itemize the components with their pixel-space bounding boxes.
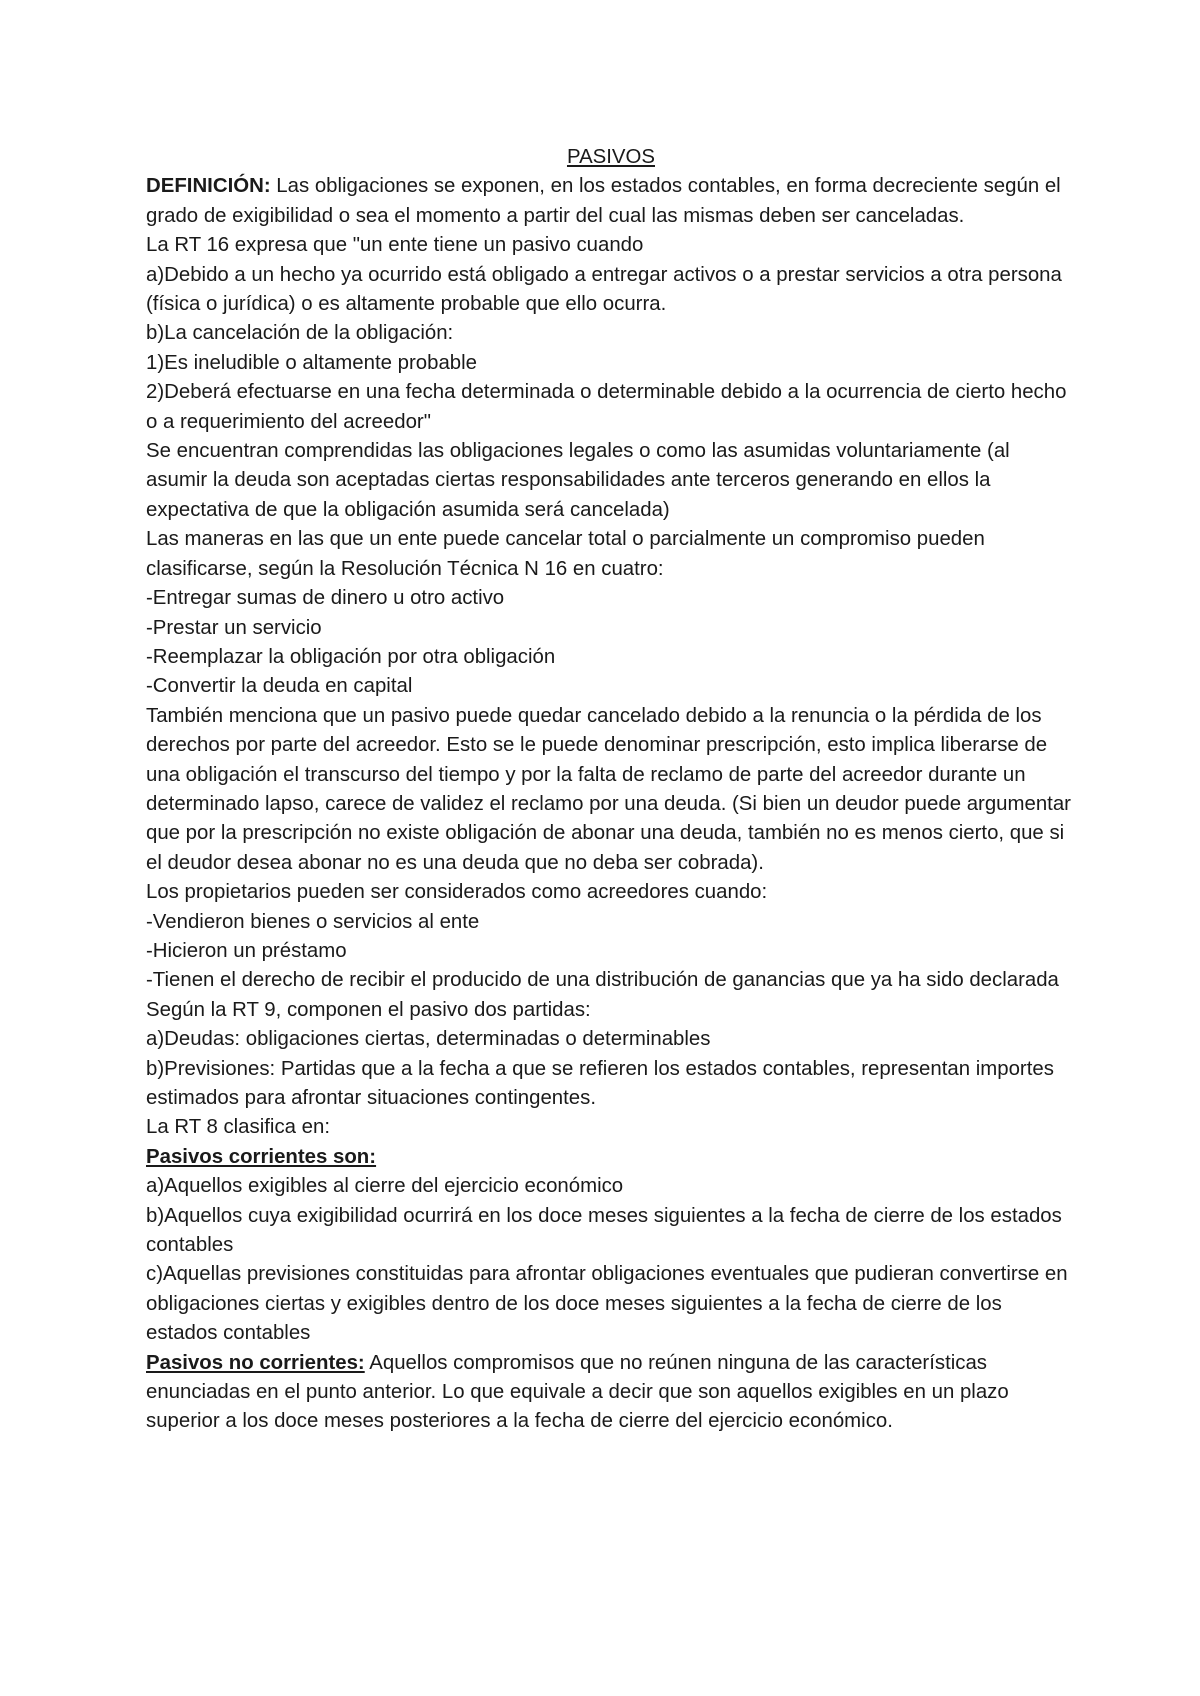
document-body (146, 143, 1076, 1437)
list-item: -Prestar un servicio (146, 616, 322, 639)
rt9-item-b: b)Previsiones: Partidas que a la fecha a que se refieren los estados contables, representan importes estimados para afrontar situaciones contingentes. (146, 1057, 1054, 1109)
prescription-paragraph: También menciona que un pasivo puede quedar cancelado debido a la renuncia o la pérdida de los derechos por parte del acreedor. Esto se le puede denominar prescripción, esto implica liberarse de una obligación el transcurso del tiempo y por la falta de reclamo de parte del acreedor durante un determinado lapso, carece de validez el reclamo por una deuda. (Si bien un deudor puede argumentar que por la prescripción no existe obligación de abonar una deuda, también no es menos cierto, que si el deudor desea abonar no es una deuda que no deba ser cobrada). (146, 704, 1071, 874)
page-title: PASIVOS (566, 146, 655, 168)
noncurrent-paragraph (146, 1349, 1076, 1437)
rt16-item-b2: 2)Deberá efectuarse en una fecha determinada o determinable debido a la ocurrencia de cierto hecho o a requerimiento del acreedor" (146, 381, 1067, 433)
definition-label: DEFINICIÓN: (146, 175, 271, 198)
current-liabilities-heading: Pasivos corrientes son: (146, 1145, 377, 1168)
list-item: -Reemplazar la obligación por otra obligación (146, 645, 556, 668)
rt16-intro: La RT 16 expresa que "un ente tiene un pasivo cuando (146, 234, 644, 257)
definition-text: Las obligaciones se exponen, en los estados contables, en forma decreciente según el grado de exigibilidad o sea el momento a partir del cual las mismas deben ser canceladas. (146, 175, 1061, 227)
owners-intro: Los propietarios pueden ser considerados como acreedores cuando: (146, 881, 768, 904)
list-item: -Tienen el derecho de recibir el producido de una distribución de ganancias que ya ha sido declarada (146, 969, 1059, 992)
list-item: -Vendieron bienes o servicios al ente (146, 910, 480, 933)
list-item: a)Aquellos exigibles al cierre del ejercicio económico (146, 1175, 624, 1198)
list-item: b)Aquellos cuya exigibilidad ocurrirá en los doce meses siguientes a la fecha de cierre de los estados contables (146, 1204, 1062, 1257)
ways-intro: Las maneras en las que un ente puede cancelar total o parcialmente un compromiso pueden clasificarse, según la Resolución Técnica N 16 en cuatro: (146, 528, 985, 580)
list-item: -Convertir la deuda en capital (146, 675, 413, 698)
list-item: -Hicieron un préstamo (146, 939, 347, 962)
definition-paragraph (146, 172, 1076, 231)
rt8-intro: La RT 8 clasifica en: (146, 1116, 330, 1139)
obligations-paragraph: Se encuentran comprendidas las obligaciones legales o como las asumidas voluntariamente (al asumir la deuda son aceptadas ciertas responsabilidades ante terceros generando en ellos la expectativa de que la obligación asumida será cancelada) (146, 440, 1010, 521)
rt16-item-a: a)Debido a un hecho ya ocurrido está obligado a entregar activos o a prestar servicios a otra persona (física o jurídica) o es altamente probable que ello ocurra. (146, 263, 1062, 316)
rt9-item-a: a)Deudas: obligaciones ciertas, determinadas o determinables (146, 1028, 711, 1051)
noncurrent-liabilities-heading: Pasivos no corrientes: (146, 1351, 365, 1374)
rt9-intro: Según la RT 9, componen el pasivo dos partidas: (146, 998, 591, 1021)
rt16-item-b1: 1)Es ineludible o altamente probable (146, 351, 477, 374)
rt16-item-b: b)La cancelación de la obligación: (146, 322, 454, 345)
list-item: -Entregar sumas de dinero u otro activo (146, 587, 505, 610)
list-item: c)Aquellas previsiones constituidas para afrontar obligaciones eventuales que pudieran convertirse en obligaciones ciertas y exigibles dentro de los doce meses siguientes a la fecha de cierre de los estados contables (146, 1263, 1068, 1345)
noncurrent-text: Aquellos compromisos que no reúnen ninguna de las características enunciadas en el punto anterior. Lo que equivale a decir que son aquellos exigibles en un plazo superior a los doce meses posteriores a la fecha de cierre del ejercicio económico. (146, 1351, 1009, 1433)
